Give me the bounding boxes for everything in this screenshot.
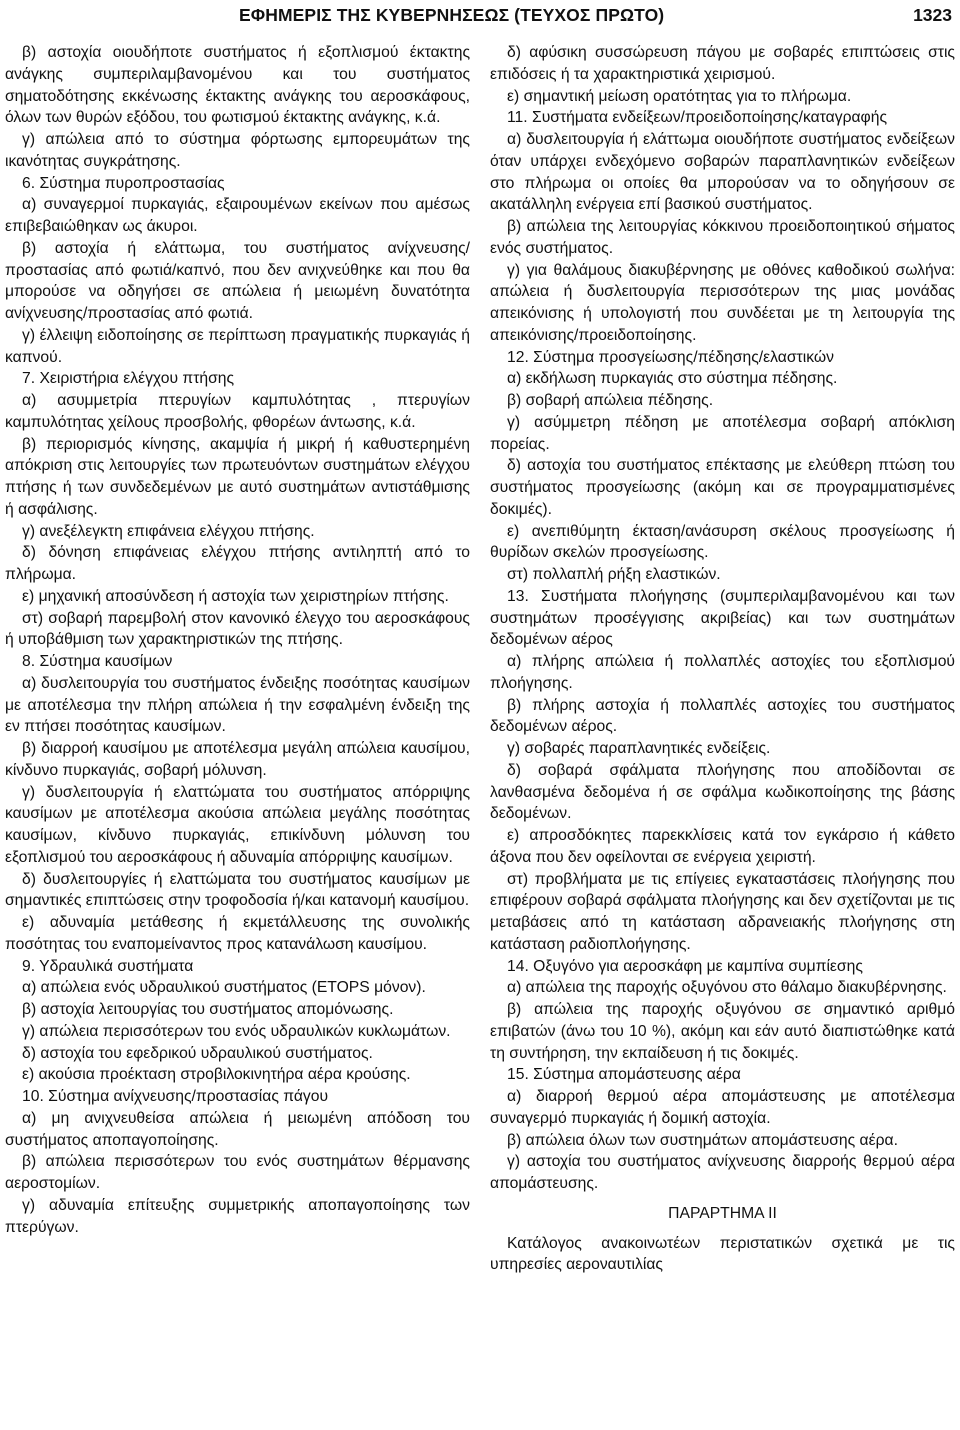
paragraph: β) περιορισμός κίνησης, ακαμψία ή μικρή ή καθυστερημένη απόκριση στις λειτουργίες των πρωτευόντων συστημάτων ελέγχου πτήσης ή των συνδεδεμένων με αυτό συστημάτων αντιστάθμισης ή ασφάλισης.: [5, 435, 470, 518]
paragraph: ε) απροσδόκητες παρεκκλίσεις κατά τον εγκάρσιο ή κάθετο άξονα που δεν οφείλονται σε ενέργεια χειριστή.: [490, 827, 955, 866]
section-heading: 11. Συστήματα ενδείξεων/προειδοποίησης/καταγραφής: [507, 109, 888, 127]
paragraph: ε) ακούσια προέκταση στροβιλοκινητήρα αέρα κρούσης.: [22, 1066, 411, 1084]
paragraph: α) ασυμμετρία πτερυγίων καμπυλότητας , πτερυγίων καμπυλότητας χείλους προσβολής, φθορέων άντωσης, κ.ά.: [5, 392, 470, 431]
section-heading: 8. Σύστημα καυσίμων: [22, 653, 173, 670]
page-number: 1323: [913, 5, 952, 25]
paragraph: α) δυσλειτουργία του συστήματος ένδειξης ποσότητας καυσίμων με αποτέλεσμα την πλήρη απώλεια ή την εσφαλμένη ένδειξη της εν πτήσει ποσότητας καυσίμων.: [5, 674, 470, 736]
paragraph: ε) ανεπιθύμητη έκταση/ανάσυρση σκέλους προσγείωσης ή θυρίδων σκελών προσγείωσης.: [490, 522, 955, 562]
section-heading: 6. Σύστημα πυροπροστασίας: [22, 174, 225, 192]
paragraph: α) δυσλειτουργία ή ελάττωμα οιουδήποτε συστήματος ενδείξεων όταν υπάρχει ενδεχόμενο σοβαρών παραπλανητικών ενδείξεων στο πλήρωμα οι οποίες θα μπορούσαν να το οδηγήσουν σε ακατάλληλη ενέργεια επί βασικού συστήματος.: [490, 131, 955, 214]
paragraph: β) απώλεια της λειτουργίας κόκκινου προειδοποιητικού σήματος ενός συστήματος.: [490, 218, 955, 257]
paragraph: γ) δυσλειτουργία ή ελαττώματα του συστήματος απόρριψης καυσίμων με αποτέλεσμα ακούσια απώλεια μεγάλης ποσότητας καυσίμων, κίνδυνο πυρκαγιάς, επικίνδυνη μόλυνση του εξοπλισμού του αεροσκάφους ή αδυναμία απόρριψης καυσίμων.: [5, 783, 470, 866]
paragraph: στ) σοβαρή παρεμβολή στον κανονικό έλεγχο του αεροσκάφους ή υποβάθμιση των χαρακτηριστικών της πτήσης.: [5, 609, 470, 649]
paragraph: γ) αστοχία του συστήματος ανίχνευσης διαρροής θερμού αέρα απομάστευσης.: [490, 1153, 955, 1192]
paragraph: β) απώλεια περισσότερων του ενός συστημάτων θέρμανσης αεροστομίων.: [5, 1153, 470, 1192]
paragraph: β) απώλεια της παροχής οξυγόνου σε σημαντικό αριθμό επιβατών (άνω του 10 %), ακόμη και εάν αυτό διαπιστώθηκε κατά τη συντήρηση, την εκπαίδευση ή τις δοκιμές.: [490, 1001, 955, 1062]
right-column: [490, 42, 955, 1276]
paragraph: δ) αστοχία του εφεδρικού υδραυλικού συστήματος.: [22, 1044, 373, 1062]
paragraph: δ) δόνηση επιφάνειας ελέγχου πτήσης αντιληπτή από το πλήρωμα.: [5, 544, 470, 583]
paragraph: γ) ανεξέλεγκτη επιφάνεια ελέγχου πτήσης.: [22, 522, 315, 540]
paragraph: ε) σημαντική μείωση ορατότητας για το πλήρωμα.: [507, 87, 852, 105]
paragraph: β) σοβαρή απώλεια πέδησης.: [507, 392, 714, 409]
paragraph: δ) δυσλειτουργίες ή ελαττώματα του συστήματος καυσίμων με σημαντικές επιπτώσεις στην τροφοδοσία ή/και κατανομή καυσίμου.: [5, 870, 470, 910]
paragraph: γ) αδυναμία επίτευξης συμμετρικής αποπαγοποίησης των πτερύγων.: [5, 1196, 470, 1236]
page-header: [0, 0, 960, 34]
paragraph: β) αστοχία ή ελάττωμα, του συστήματος ανίχνευσης/ προστασίας από φωτιά/καπνό, που δεν ανιχνεύθηκε και που θα μπορούσε να οδηγήσει σε απώλεια ή μειωμένη δυνατότητα ανίχνευσης/προστασίας από φωτιά.: [5, 239, 470, 322]
section-heading: 15. Σύστημα απομάστευσης αέρα: [507, 1066, 741, 1084]
paragraph: γ) για θαλάμους διακυβέρνησης με οθόνες καθοδικού σωλήνα: απώλεια ή δυσλειτουργία περισσότερων της μιας μονάδας απεικόνισης ή υπολογιστή που συνδέεται με τη λειτουργία της απεικόνισης/προειδοποίησης.: [490, 261, 955, 344]
paragraph: γ) ασύμμετρη πέδηση με αποτέλεσμα σοβαρή απόκλιση πορείας.: [490, 413, 955, 453]
paragraph: δ) αφύσικη συσσώρευση πάγου με σοβαρές επιπτώσεις στις επιδόσεις ή τα χαρακτηριστικά χειρισμού.: [490, 44, 955, 83]
section-heading: 12. Σύστημα προσγείωσης/πέδησης/ελαστικών: [507, 348, 834, 366]
paragraph: β) διαρροή καυσίμου με αποτέλεσμα μεγάλη απώλεια καυσίμου, κίνδυνο πυρκαγιάς, σοβαρή μόλυνση.: [5, 740, 470, 779]
paragraph: α) εκδήλωση πυρκαγιάς στο σύστημα πέδησης.: [507, 370, 838, 388]
section-heading: 7. Χειριστήρια ελέγχου πτήσης: [22, 370, 235, 388]
paragraph: γ) απώλεια περισσότερων του ενός υδραυλικών κυκλωμάτων.: [22, 1022, 451, 1040]
left-column: [5, 42, 470, 1238]
paragraph: δ) αστοχία του συστήματος επέκτασης με ελεύθερη πτώση του συστήματος προσγείωσης (ακόμη και σε προγραμματισμένες δοκιμές).: [490, 457, 955, 518]
paragraph: α) διαρροή θερμού αέρα απομάστευσης με αποτέλεσμα συναγερμό πυρκαγιάς ή δομική αστοχία.: [490, 1088, 955, 1127]
section-heading: 14. Οξυγόνο για αεροσκάφη με καμπίνα συμπίεσης: [507, 957, 863, 975]
paragraph: γ) έλλειψη ειδοποίησης σε περίπτωση πραγματικής πυρκαγιάς ή καπνού.: [5, 326, 470, 366]
paragraph: α) συναγερμοί πυρκαγιάς, εξαιρουμένων εκείνων που αμέσως επιβεβαιώθηκαν ως άκυροι.: [5, 196, 470, 235]
paragraph: α) μη ανιχνευθείσα απώλεια ή μειωμένη απόδοση του συστήματος αποπαγοποίησης.: [5, 1109, 470, 1149]
paragraph: β) απώλεια όλων των συστημάτων απομάστευσης αέρα.: [507, 1131, 898, 1149]
paragraph: ε) αδυναμία μετάθεσης ή εκμετάλλευσης της συνολικής ποσότητας του εναπομείναντος προς κατανάλωση καυσίμου.: [5, 914, 470, 953]
paragraph: στ) προβλήματα με τις επίγειες εγκαταστάσεις πλοήγησης που επιφέρουν σοβαρά σφάλματα πλοήγησης και δεν σχετίζονται με τις μεταβάσεις από τη κατάσταση αδρανειακής πλοήγησης στη κατάσταση ραδιοπλοήγησης.: [490, 870, 955, 953]
paragraph: α) απώλεια ενός υδραυλικού συστήματος (ETOPS μόνον).: [22, 979, 426, 997]
paragraph: ε) μηχανική αποσύνδεση ή αστοχία των χειριστηρίων πτήσης.: [22, 587, 449, 605]
paragraph: β) αστοχία λειτουργίας του συστήματος απομόνωσης.: [22, 1001, 394, 1018]
annex-intro: Κατάλογος ανακοινωτέων περιστατικών σχετικά με τις υπηρεσίες αεροναυτιλίας: [490, 1234, 955, 1274]
section-heading: 13. Συστήματα πλοήγησης (συμπεριλαμβανομένου και των συστημάτων προσέγγισης ακριβείας) και των συστημάτων δεδομένων αέρος: [490, 587, 955, 649]
section-heading: 10. Σύστημα ανίχνευσης/προστασίας πάγου: [22, 1088, 329, 1105]
paragraph: γ) σοβαρές παραπλανητικές ενδείξεις.: [507, 740, 771, 757]
paragraph: γ) απώλεια από το σύστημα φόρτωσης εμπορευμάτων της ικανότητας συγκράτησης.: [5, 131, 470, 170]
annex-heading: ΠΑΡΑΡΤΗΜΑ ΙΙ: [668, 1204, 777, 1222]
section-heading: 9. Υδραυλικά συστήματα: [22, 957, 194, 975]
gazette-title: ΕΦΗΜΕΡΙΣ ΤΗΣ ΚΥΒΕΡΝΗΣΕΩΣ (ΤΕΥΧΟΣ ΠΡΩΤΟ): [239, 5, 665, 25]
paragraph: στ) πολλαπλή ρήξη ελαστικών.: [507, 566, 721, 583]
paragraph: α) απώλεια της παροχής οξυγόνου στο θάλαμο διακυβέρνησης.: [507, 979, 947, 997]
paragraph: β) αστοχία οιουδήποτε συστήματος ή εξοπλισμού έκτακτης ανάγκης συμπεριλαμβανομένου και του συστήματος σηματοδότησης εκκένωσης έκτακτης ανάγκης του αεροσκάφους, όλων των θυρών εξόδου, του φωτισμού έκτακτης ανάγκης, κ.ά.: [5, 44, 470, 127]
paragraph: β) πλήρης αστοχία ή πολλαπλές αστοχίες του συστήματος δεδομένων αέρος.: [490, 696, 955, 736]
paragraph: α) πλήρης απώλεια ή πολλαπλές αστοχίες του εξοπλισμού πλοήγησης.: [490, 653, 955, 692]
paragraph: δ) σοβαρά σφάλματα πλοήγησης που αποδίδονται σε λανθασμένα δεδομένα ή σε σφάλμα κωδικοποίησης της βάσης δεδομένων.: [490, 761, 955, 823]
